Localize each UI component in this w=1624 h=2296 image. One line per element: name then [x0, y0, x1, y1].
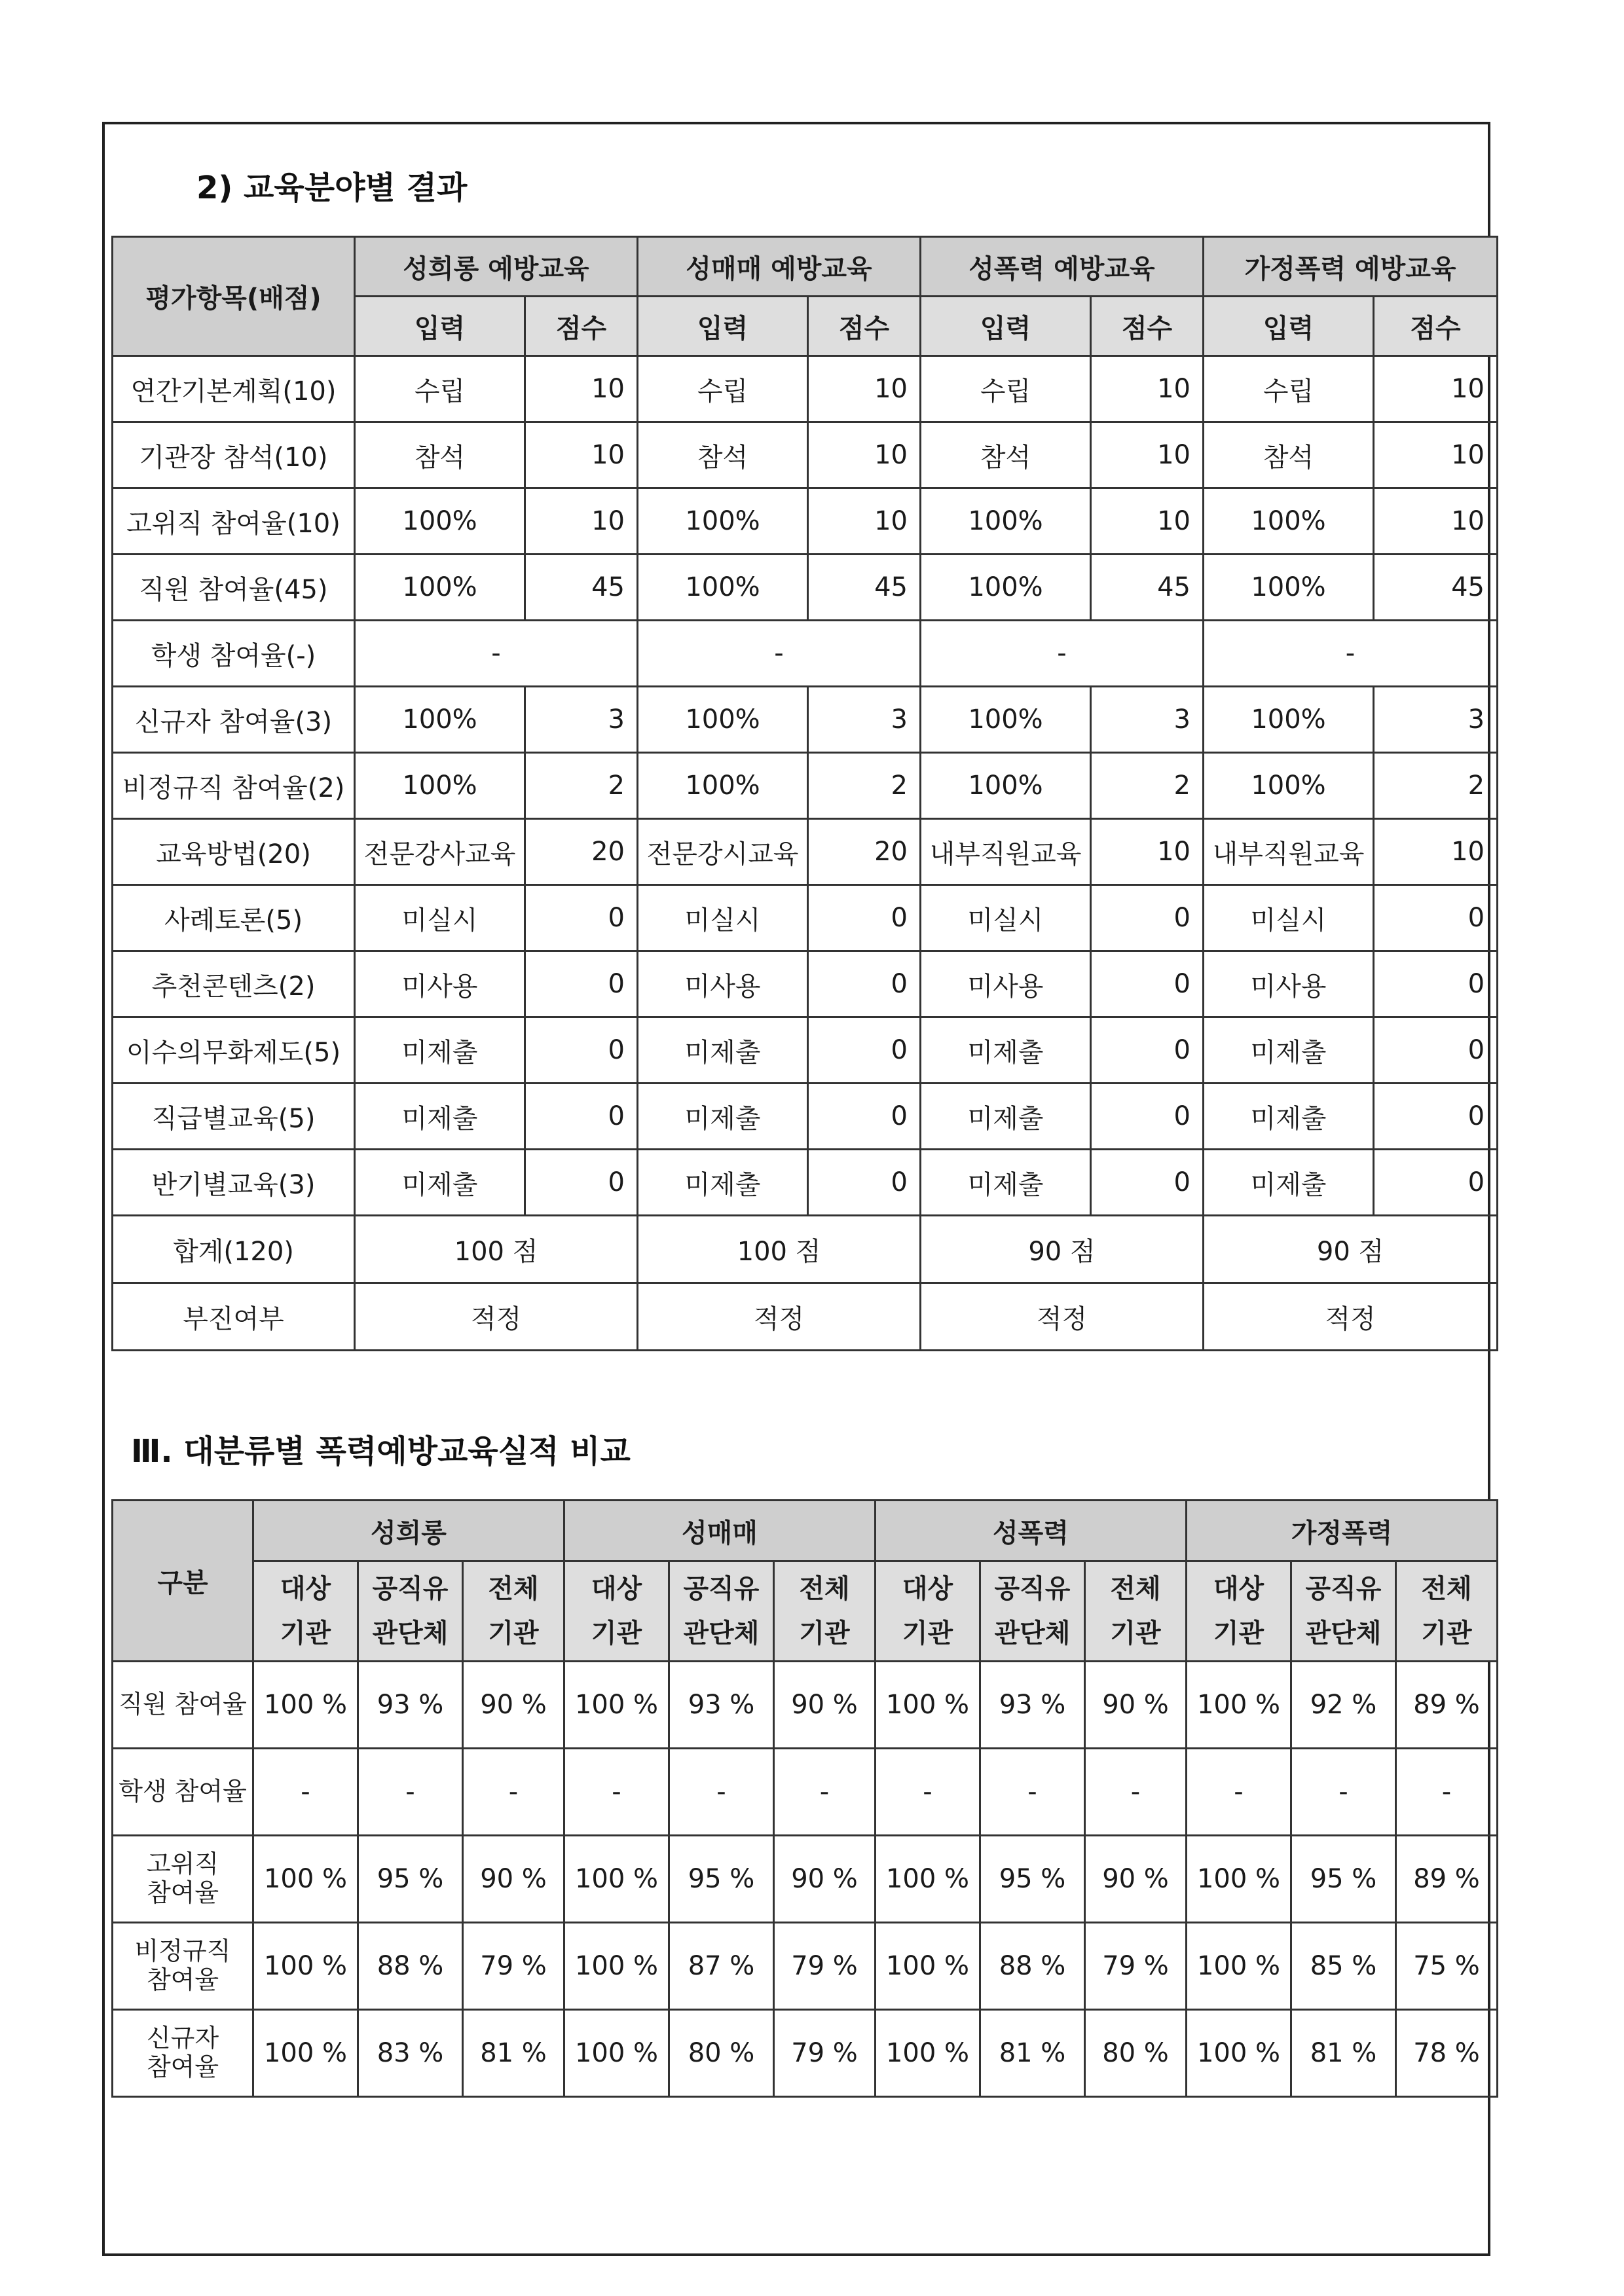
value-cell: 81 % — [463, 2010, 564, 2097]
score-cell: 10 — [1374, 356, 1498, 422]
value-cell: 100 % — [1187, 1923, 1291, 2010]
input-cell: 수립 — [1204, 356, 1374, 422]
value-cell: 90 % — [774, 1662, 876, 1749]
input-cell: 참석 — [1204, 422, 1374, 488]
score-cell: 0 — [525, 885, 638, 951]
merged-cell: - — [355, 621, 638, 687]
value-cell: 100 % — [876, 1836, 980, 1923]
input-cell: 100% — [355, 488, 525, 555]
score-cell: 10 — [1091, 356, 1204, 422]
table-row — [113, 753, 1498, 819]
header-subcolumn: 대상 기관 — [564, 1561, 669, 1662]
score-cell: 0 — [1091, 885, 1204, 951]
score-cell: 45 — [525, 555, 638, 621]
header-score: 점수 — [1374, 297, 1498, 356]
section-title-category-comparison: Ⅲ. 대분류별 폭력예방교육실적 비교 — [131, 1433, 631, 1470]
merged-cell: 100 점 — [638, 1216, 921, 1283]
value-cell: 90 % — [463, 1662, 564, 1749]
input-cell: 미실시 — [1204, 885, 1374, 951]
section-title-education-results: 2) 교육분야별 결과 — [196, 170, 468, 206]
score-cell: 0 — [1091, 1017, 1204, 1084]
input-cell: 100% — [355, 555, 525, 621]
value-cell: 90 % — [463, 1836, 564, 1923]
value-cell: 89 % — [1396, 1836, 1498, 1923]
header-subcolumn: 전체 기관 — [1085, 1561, 1187, 1662]
table-row — [113, 687, 1498, 753]
value-cell: 90 % — [1085, 1662, 1187, 1749]
value-cell: - — [1396, 1749, 1498, 1836]
score-cell: 2 — [525, 753, 638, 819]
value-cell: - — [774, 1749, 876, 1836]
value-cell: 80 % — [1085, 2010, 1187, 2097]
value-cell: 79 % — [1085, 1923, 1187, 2010]
input-cell: 100% — [921, 488, 1091, 555]
value-cell: 79 % — [463, 1923, 564, 2010]
value-cell: 93 % — [980, 1662, 1085, 1749]
header-subcolumn: 대상 기관 — [253, 1561, 358, 1662]
header-input: 입력 — [355, 297, 525, 356]
input-cell: 미제출 — [1204, 1017, 1374, 1084]
score-cell: 0 — [1374, 885, 1498, 951]
row-label: 기관장 참석(10) — [113, 422, 355, 488]
row-label: 비정규직 참여율(2) — [113, 753, 355, 819]
score-cell: 10 — [808, 488, 921, 555]
value-cell: 75 % — [1396, 1923, 1498, 2010]
input-cell: 100% — [1204, 488, 1374, 555]
merged-cell: 적정 — [638, 1283, 921, 1351]
table-row — [113, 555, 1498, 621]
value-cell: 79 % — [774, 1923, 876, 2010]
value-cell: 93 % — [669, 1662, 774, 1749]
header-evaluation-item: 평가항목(배점) — [113, 237, 355, 356]
value-cell: 95 % — [358, 1836, 463, 1923]
row-label: 신규자 참여율(3) — [113, 687, 355, 753]
header-subcolumn: 전체 기관 — [463, 1561, 564, 1662]
score-cell: 10 — [1374, 488, 1498, 555]
value-cell: 79 % — [774, 2010, 876, 2097]
input-cell: 100% — [638, 753, 808, 819]
score-cell: 0 — [1374, 1084, 1498, 1150]
merged-cell: 적정 — [1204, 1283, 1498, 1351]
value-cell: 95 % — [669, 1836, 774, 1923]
header-subcolumn: 공직유 관단체 — [669, 1561, 774, 1662]
table-row — [113, 1923, 1498, 2010]
row-label: 사례토론(5) — [113, 885, 355, 951]
category-comparison-table — [111, 1499, 1498, 2098]
input-cell: 100% — [1204, 753, 1374, 819]
row-label: 고위직 참여율(10) — [113, 488, 355, 555]
input-cell: 미실시 — [638, 885, 808, 951]
score-cell: 45 — [1374, 555, 1498, 621]
score-cell: 10 — [525, 488, 638, 555]
value-cell: 81 % — [1291, 2010, 1396, 2097]
score-cell: 3 — [1374, 687, 1498, 753]
input-cell: 수립 — [638, 356, 808, 422]
input-cell: 참석 — [355, 422, 525, 488]
score-cell: 10 — [1091, 819, 1204, 885]
value-cell: 95 % — [980, 1836, 1085, 1923]
value-cell: 95 % — [1291, 1836, 1396, 1923]
value-cell: 92 % — [1291, 1662, 1396, 1749]
score-cell: 0 — [1374, 951, 1498, 1017]
header-category: 구분 — [113, 1501, 253, 1662]
row-label: 이수의무화제도(5) — [113, 1017, 355, 1084]
header-score: 점수 — [808, 297, 921, 356]
value-cell: 100 % — [564, 1662, 669, 1749]
value-cell: 88 % — [358, 1923, 463, 2010]
row-label: 고위직 참여율 — [113, 1836, 253, 1923]
score-cell: 10 — [1374, 422, 1498, 488]
value-cell: 100 % — [1187, 1662, 1291, 1749]
input-cell: 참석 — [638, 422, 808, 488]
table-row — [113, 1662, 1498, 1749]
table-row — [113, 1017, 1498, 1084]
score-cell: 0 — [808, 885, 921, 951]
header-score: 점수 — [525, 297, 638, 356]
input-cell: 100% — [921, 555, 1091, 621]
header-group: 성희롱 예방교육 — [355, 237, 638, 297]
value-cell: 100 % — [253, 1662, 358, 1749]
merged-cell: - — [921, 621, 1204, 687]
input-cell: 미사용 — [355, 951, 525, 1017]
header-subcolumn: 전체 기관 — [774, 1561, 876, 1662]
value-cell: 83 % — [358, 2010, 463, 2097]
input-cell: 내부직원교육 — [921, 819, 1091, 885]
value-cell: 100 % — [1187, 1836, 1291, 1923]
total-row — [113, 1216, 1498, 1283]
header-input: 입력 — [921, 297, 1091, 356]
value-cell: 100 % — [253, 2010, 358, 2097]
score-cell: 45 — [808, 555, 921, 621]
header-subcolumn: 공직유 관단체 — [358, 1561, 463, 1662]
row-label: 반기별교육(3) — [113, 1150, 355, 1216]
header-group: 성희롱 — [253, 1501, 564, 1561]
input-cell: 100% — [638, 687, 808, 753]
merged-cell: 적정 — [355, 1283, 638, 1351]
score-cell: 0 — [1091, 951, 1204, 1017]
value-cell: - — [876, 1749, 980, 1836]
merged-cell: 90 점 — [921, 1216, 1204, 1283]
input-cell: 미제출 — [638, 1150, 808, 1216]
input-cell: 미제출 — [921, 1150, 1091, 1216]
score-cell: 20 — [525, 819, 638, 885]
header-subcolumn: 전체 기관 — [1396, 1561, 1498, 1662]
score-cell: 0 — [808, 1017, 921, 1084]
table-row — [113, 819, 1498, 885]
table-row — [113, 422, 1498, 488]
value-cell: 88 % — [980, 1923, 1085, 2010]
score-cell: 0 — [808, 1084, 921, 1150]
row-label: 합계(120) — [113, 1216, 355, 1283]
value-cell: 93 % — [358, 1662, 463, 1749]
input-cell: 참석 — [921, 422, 1091, 488]
score-cell: 0 — [525, 1017, 638, 1084]
row-label: 부진여부 — [113, 1283, 355, 1351]
header-subcolumn: 대상 기관 — [1187, 1561, 1291, 1662]
score-cell: 0 — [1374, 1150, 1498, 1216]
value-cell: - — [358, 1749, 463, 1836]
score-cell: 10 — [525, 422, 638, 488]
score-cell: 2 — [808, 753, 921, 819]
input-cell: 미사용 — [1204, 951, 1374, 1017]
value-cell: 90 % — [774, 1836, 876, 1923]
input-cell: 미제출 — [638, 1084, 808, 1150]
score-cell: 3 — [1091, 687, 1204, 753]
header-group: 가정폭력 — [1187, 1501, 1498, 1561]
value-cell: 100 % — [876, 2010, 980, 2097]
input-cell: 100% — [355, 687, 525, 753]
input-cell: 미제출 — [355, 1084, 525, 1150]
input-cell: 100% — [921, 753, 1091, 819]
input-cell: 미사용 — [638, 951, 808, 1017]
value-cell: - — [564, 1749, 669, 1836]
score-cell: 0 — [1374, 1017, 1498, 1084]
value-cell: - — [1187, 1749, 1291, 1836]
input-cell: 미제출 — [355, 1017, 525, 1084]
input-cell: 미실시 — [355, 885, 525, 951]
input-cell: 미실시 — [921, 885, 1091, 951]
table-row — [113, 885, 1498, 951]
value-cell: - — [980, 1749, 1085, 1836]
value-cell: 80 % — [669, 2010, 774, 2097]
table-row — [113, 621, 1498, 687]
score-cell: 2 — [1374, 753, 1498, 819]
table-row — [113, 1836, 1498, 1923]
header-input: 입력 — [638, 297, 808, 356]
status-row — [113, 1283, 1498, 1351]
input-cell: 미제출 — [921, 1017, 1091, 1084]
merged-cell: 90 점 — [1204, 1216, 1498, 1283]
value-cell: 87 % — [669, 1923, 774, 2010]
row-label: 직급별교육(5) — [113, 1084, 355, 1150]
input-cell: 미제출 — [1204, 1084, 1374, 1150]
value-cell: 100 % — [564, 2010, 669, 2097]
score-cell: 0 — [1091, 1150, 1204, 1216]
value-cell: 100 % — [253, 1836, 358, 1923]
input-cell: 100% — [1204, 687, 1374, 753]
input-cell: 내부직원교육 — [1204, 819, 1374, 885]
row-label: 직원 참여율 — [113, 1662, 253, 1749]
merged-cell: 100 점 — [355, 1216, 638, 1283]
row-label: 학생 참여율 — [113, 1749, 253, 1836]
row-label: 직원 참여율(45) — [113, 555, 355, 621]
value-cell: - — [1291, 1749, 1396, 1836]
input-cell: 전문강시교육 — [638, 819, 808, 885]
score-cell: 0 — [525, 1150, 638, 1216]
score-cell: 0 — [525, 951, 638, 1017]
header-score: 점수 — [1091, 297, 1204, 356]
merged-cell: 적정 — [921, 1283, 1204, 1351]
value-cell: - — [253, 1749, 358, 1836]
score-cell: 0 — [525, 1084, 638, 1150]
input-cell: 100% — [921, 687, 1091, 753]
value-cell: 100 % — [876, 1923, 980, 2010]
value-cell: 78 % — [1396, 2010, 1498, 2097]
value-cell: 100 % — [564, 1836, 669, 1923]
row-label: 비정규직 참여율 — [113, 1923, 253, 2010]
table-row — [113, 488, 1498, 555]
score-cell: 10 — [808, 356, 921, 422]
header-group: 성매매 예방교육 — [638, 237, 921, 297]
header-input: 입력 — [1204, 297, 1374, 356]
score-cell: 20 — [808, 819, 921, 885]
input-cell: 100% — [638, 555, 808, 621]
table-row — [113, 2010, 1498, 2097]
value-cell: 100 % — [876, 1662, 980, 1749]
row-label: 연간기본계획(10) — [113, 356, 355, 422]
score-cell: 10 — [1374, 819, 1498, 885]
table-row — [113, 1084, 1498, 1150]
value-cell: - — [669, 1749, 774, 1836]
header-group: 성매매 — [564, 1501, 876, 1561]
input-cell: 100% — [638, 488, 808, 555]
table-row — [113, 951, 1498, 1017]
score-cell: 10 — [1091, 422, 1204, 488]
input-cell: 100% — [355, 753, 525, 819]
value-cell: 100 % — [253, 1923, 358, 2010]
value-cell: 81 % — [980, 2010, 1085, 2097]
score-cell: 10 — [525, 356, 638, 422]
header-group: 성폭력 예방교육 — [921, 237, 1204, 297]
header-group: 성폭력 — [876, 1501, 1187, 1561]
merged-cell: - — [1204, 621, 1498, 687]
row-label: 학생 참여율(-) — [113, 621, 355, 687]
row-label: 신규자 참여율 — [113, 2010, 253, 2097]
score-cell: 2 — [1091, 753, 1204, 819]
value-cell: 85 % — [1291, 1923, 1396, 2010]
value-cell: 89 % — [1396, 1662, 1498, 1749]
header-subcolumn: 공직유 관단체 — [980, 1561, 1085, 1662]
education-results-table — [111, 236, 1498, 1351]
table-row — [113, 356, 1498, 422]
score-cell: 10 — [808, 422, 921, 488]
score-cell: 0 — [808, 951, 921, 1017]
header-subcolumn: 공직유 관단체 — [1291, 1561, 1396, 1662]
value-cell: 90 % — [1085, 1836, 1187, 1923]
input-cell: 미제출 — [355, 1150, 525, 1216]
input-cell: 수립 — [355, 356, 525, 422]
input-cell: 100% — [1204, 555, 1374, 621]
value-cell: - — [463, 1749, 564, 1836]
table-row — [113, 1150, 1498, 1216]
table-row — [113, 1749, 1498, 1836]
score-cell: 0 — [808, 1150, 921, 1216]
score-cell: 3 — [525, 687, 638, 753]
input-cell: 미제출 — [921, 1084, 1091, 1150]
input-cell: 미제출 — [1204, 1150, 1374, 1216]
row-label: 추천콘텐츠(2) — [113, 951, 355, 1017]
value-cell: 100 % — [1187, 2010, 1291, 2097]
header-group: 가정폭력 예방교육 — [1204, 237, 1498, 297]
header-subcolumn: 대상 기관 — [876, 1561, 980, 1662]
input-cell: 수립 — [921, 356, 1091, 422]
score-cell: 0 — [1091, 1084, 1204, 1150]
input-cell: 미사용 — [921, 951, 1091, 1017]
input-cell: 전문강사교육 — [355, 819, 525, 885]
score-cell: 3 — [808, 687, 921, 753]
merged-cell: - — [638, 621, 921, 687]
row-label: 교육방법(20) — [113, 819, 355, 885]
input-cell: 미제출 — [638, 1017, 808, 1084]
value-cell: - — [1085, 1749, 1187, 1836]
value-cell: 100 % — [564, 1923, 669, 2010]
score-cell: 10 — [1091, 488, 1204, 555]
score-cell: 45 — [1091, 555, 1204, 621]
